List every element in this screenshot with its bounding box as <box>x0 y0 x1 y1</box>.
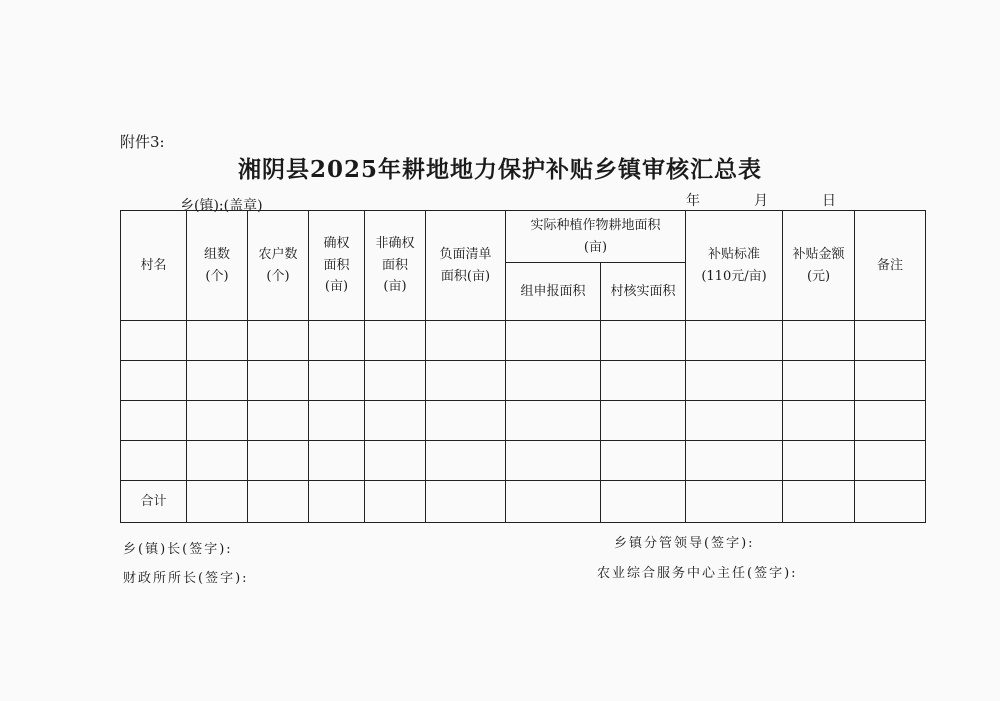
summary-table <box>120 210 926 523</box>
col-village: 村名 <box>121 211 187 321</box>
col-group-declared: 组申报面积 <box>506 263 601 321</box>
table-row <box>121 361 926 401</box>
total-label: 合计 <box>121 481 187 523</box>
col-confirmed-area: 确权 面积 (亩) <box>309 211 365 321</box>
col-standard: 补贴标准 (110元/亩) <box>686 211 783 321</box>
col-remarks: 备注 <box>855 211 926 321</box>
total-row <box>121 481 926 523</box>
col-village-verified: 村核实面积 <box>601 263 686 321</box>
header-row <box>121 211 926 263</box>
col-unconfirmed-area: 非确权 面积 (亩) <box>365 211 426 321</box>
attachment-label: 附件3: <box>120 133 165 151</box>
agri-center-signature: 农业综合服务中心主任(签字): <box>597 566 798 581</box>
town-head-signature: 乡(镇)长(签字): <box>123 542 233 557</box>
col-negative-list-area: 负面清单 面积(亩) <box>426 211 506 321</box>
table-row <box>121 401 926 441</box>
date-day: 日 <box>822 193 836 209</box>
col-amount: 补贴金额 (元) <box>783 211 855 321</box>
finance-head-signature: 财政所所长(签字): <box>123 571 249 586</box>
col-households: 农户数 (个) <box>248 211 309 321</box>
col-groups: 组数 (个) <box>187 211 248 321</box>
date-line <box>686 190 836 210</box>
table-row <box>121 321 926 361</box>
leader-signature: 乡镇分管领导(签字): <box>614 536 755 551</box>
table-row <box>121 441 926 481</box>
town-seal-label: 乡(镇):(盖章) <box>180 198 263 214</box>
col-actual-planting: 实际种植作物耕地面积 (亩) <box>506 211 686 263</box>
page-title: 湘阴县2025年耕地地力保护补贴乡镇审核汇总表 <box>237 156 762 183</box>
date-year: 年 <box>686 193 700 209</box>
date-month: 月 <box>754 193 768 209</box>
